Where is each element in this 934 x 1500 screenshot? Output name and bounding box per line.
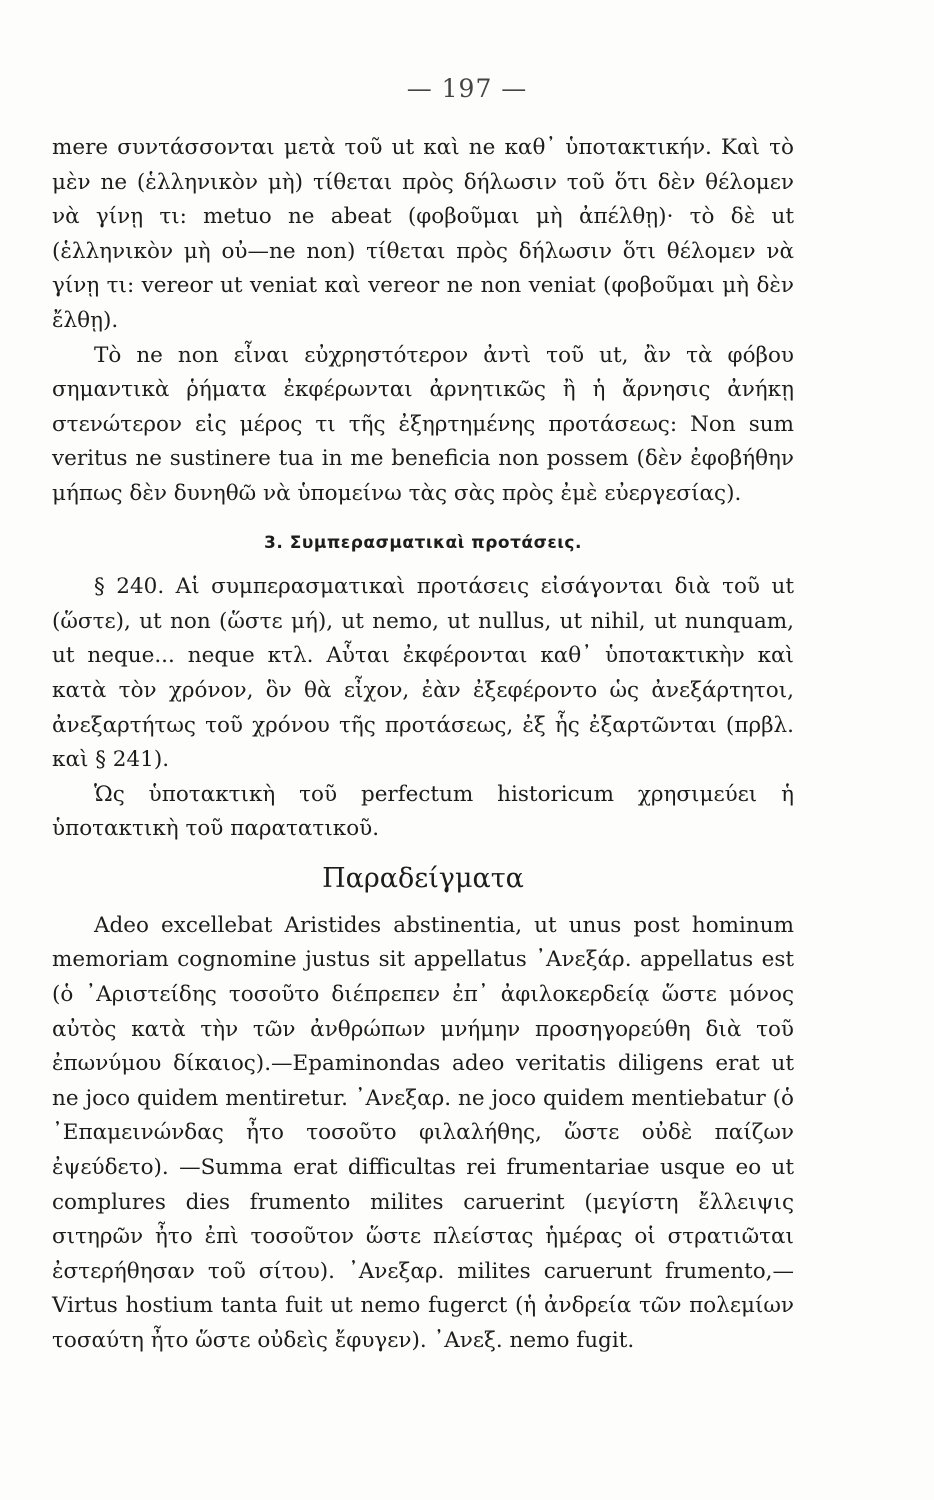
section-heading: 3. Συμπερασματικαὶ προτάσεις. xyxy=(264,532,582,553)
paragraph-section-240: § 240. Αἱ συμπερασματικαὶ προτάσεις εἰσάγονται διὰ τοῦ ut (ὥστε), ut non (ὥστε μή), ut nemo, ut nullus, ut nihil, ut nunquam, ut neque... neque κτλ. Αὗται ἐκφέρονται καθ᾿ ὑποτακτικὴν καὶ κατὰ τὸν χρόνον, ὃν θὰ εἶχον, ἐὰν ἐξεφέροντο ὡς ἀνεξάρτητοι, ἀνεξαρτήτως τοῦ χρόνου τῆς προτάσεως, ἐξ ἧς ἐξαρτῶνται (πρβλ. καὶ § 241). xyxy=(52,574,794,773)
paragraph-ne-ut-usage: mere συντάσσονται μετὰ τοῦ ut καὶ ne καθ᾿ ὑποτακτικήν. Καὶ τὸ μὲν ne (ἑλληνικὸν μὴ) τίθεται πρὸς δήλωσιν τοῦ ὅτι δὲν θέλομεν νὰ γίνῃ τι: metuo ne abeat (φοβοῦμαι μὴ ἀπέλθῃ)· τὸ δὲ ut (ἑλληνικὸν μὴ οὐ—ne non) τίθεται πρὸς δήλωσιν ὅτι θέλομεν νὰ γίνῃ τι: vereor ut veniat καὶ vereor ne non veniat (φοβοῦμαι μὴ δὲν ἔλθῃ). xyxy=(52,135,794,333)
paragraph-perfectum-note: Ὡς ὑποτακτικὴ τοῦ perfectum historicum χρησιμεύει ἡ ὑποτακτικὴ τοῦ παρατατικοῦ. xyxy=(52,781,794,842)
page-body xyxy=(52,131,794,1359)
paragraph-ne-non: Τὸ ne non εἶναι εὐχρηστότερον ἀντὶ τοῦ ut, ἂν τὰ φόβου σημαντικὰ ῥήματα ἐκφέρωνται ἀρνητικῶς ἢ ἡ ἄρνησις ἀνήκῃ στενώτερον εἰς μέρος τι τῆς ἐξηρτημένης προτάσεως: Non sum veritus ne sustinere tua in me beneficia non possem (δὲν ἐφοβήθην μήπως δὲν δυνηθῶ νὰ ὑπομείνω τὰς σὰς πρὸς ἐμὲ εὐεργεσίας). xyxy=(52,342,794,506)
paragraph-examples: Adeo excellebat Aristides abstinentia, ut unus post hominum memoriam cognomine justus sit appellatus ᾿Ανεξάρ. appellatus est (ὁ ᾿Αριστείδης τοσοῦτο διέπρεπεν ἐπ᾿ ἀφιλοκερδείᾳ ὥστε μόνος αὐτὸς κατὰ τὴν τῶν ἀνθρώπων μνήμην προσηγορεύθη διὰ τοῦ ἐπωνύμου δίκαιος).—Epaminondas adeo veritatis diligens erat ut ne joco quidem mentiretur. ᾿Ανεξαρ. ne joco quidem mentiebatur (ὁ ᾿Επαμεινώνδας ἦτο τοσοῦτο φιλαλήθης, ὥστε οὐδὲ παίζων ἐψεύδετο). —Summa erat difficultas rei frumentariae usque eo ut complures dies frumento milites caruerint (μεγίστη ἔλλειψις σιτηρῶν ἦτο ἐπὶ τοσοῦτον ὥστε πλείστας ἡμέρας οἱ στρατιῶται ἐστερήθησαν τοῦ σίτου). ᾿Ανεξαρ. milites caruerunt frumento,—Virtus hostium tanta fuit ut nemo fugerct (ἡ ἀνδρεία τῶν πολεμίων τοσαύτη ἦτο ὥστε οὐδεὶς ἔφυγεν). ᾿Ανεξ. nemo fugit. xyxy=(52,912,794,1353)
examples-heading: Παραδείγματα xyxy=(322,862,524,894)
page-number: — 197 — xyxy=(406,74,528,103)
